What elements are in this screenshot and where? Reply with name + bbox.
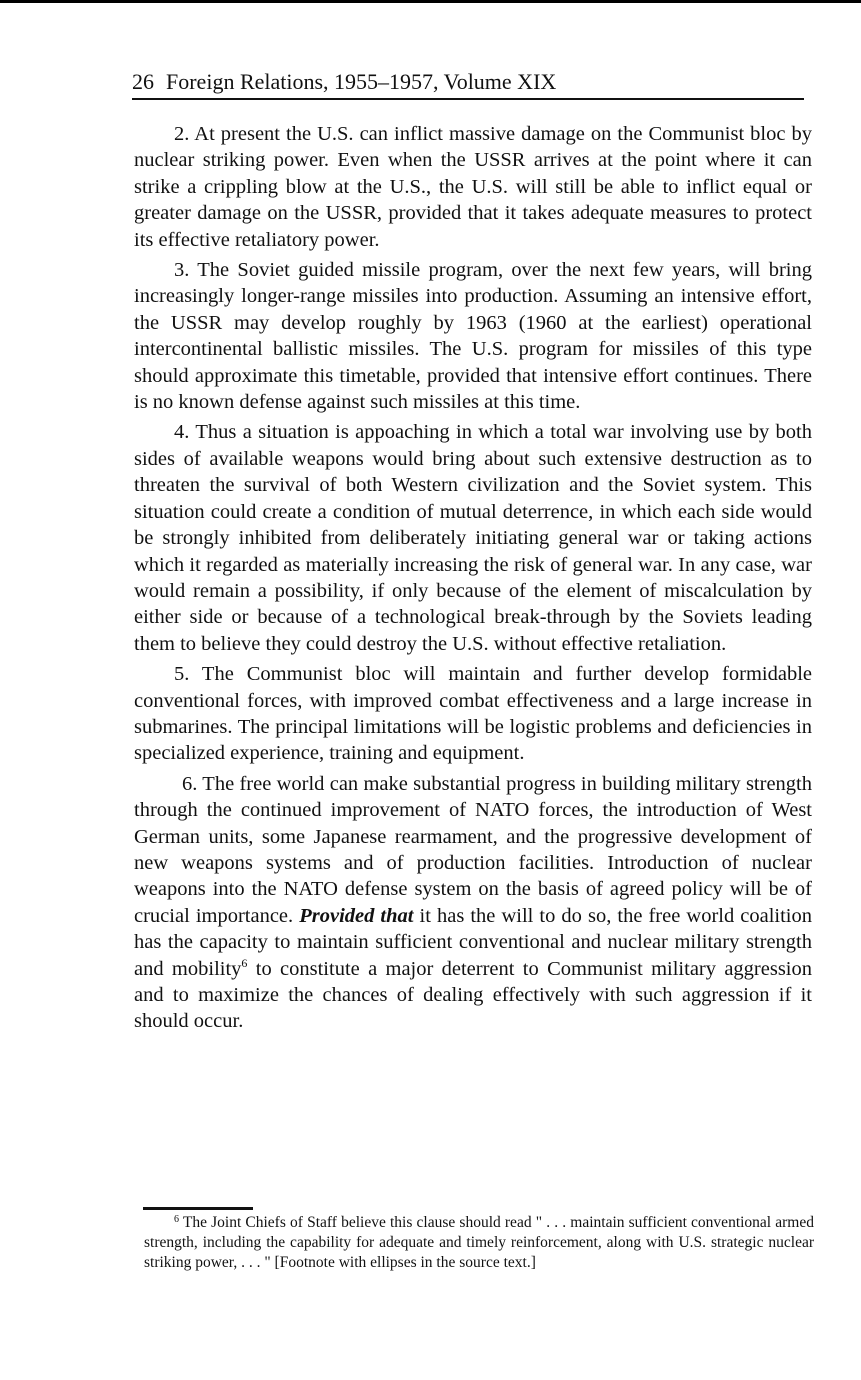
paragraph-6-part-1: 6. The free world can make substantial progress in building military strength through the continued improvement of NATO forces, the introduction of West German units, some Japanese rearmament, and the progressive development of new weapons systems and of production facilities. Introduction of nuclear weapons into the NATO defense system on the basis of agreed policy will be of crucial importance. — [134, 772, 812, 927]
page-number: 26 — [132, 69, 154, 94]
paragraph-5: 5. The Communist bloc will maintain and further develop formidable conventional forces, with improved combat effectiveness and a large increase in submarines. The principal limitations will be logistic problems and deficiencies in specialized experience, training and equipment. — [134, 663, 812, 765]
running-title: Foreign Relations, 1955–1957, Volume XIX — [166, 69, 557, 94]
paragraph-2: 2. At present the U.S. can inflict massive damage on the Communist bloc by nuclear striking power. Even when the USSR arrives at the point where it can strike a crippling blow at the U.S., the U.S. will still be able to inflict equal or greater damage on the USSR, provided that it takes adequate measures to protect its effective retaliatory power. — [134, 123, 812, 251]
page-top-border — [0, 0, 861, 3]
document-body — [134, 121, 812, 1039]
paragraph-6-part-2: it has the will to do so, the free world coalition has the capacity to maintain sufficient conventional and nuclear military strength and mobility — [134, 904, 812, 980]
paragraph-6-part-3: to constitute a major deterrent to Communist military aggression and to maximize the chances of dealing effectively with such aggression if it should occur. — [134, 957, 813, 1033]
footnote-6 — [144, 1213, 814, 1273]
footnote-marker: 6 — [174, 1214, 179, 1225]
paragraph-6 — [134, 771, 812, 1035]
footnote-separator — [143, 1207, 253, 1210]
paragraph-4: 4. Thus a situation is appoaching in which a total war involving use by both sides of available weapons would bring about such extensive destruction as to threaten the survival of both Western civilization and the Soviet system. This situation could create a condition of mutual deterrence, in which each side would be strongly inhibited from deliberately initiating general war or taking actions which it regarded as materially increasing the risk of general war. In any case, war would remain a possibility, if only because of the element of miscalculation by either side or because of a technological break-through by the Soviets leading them to believe they could destroy the U.S. without effective retaliation. — [134, 421, 812, 655]
footnote-reference-6[interactable]: 6 — [241, 955, 248, 970]
paragraph-3: 3. The Soviet guided missile program, over the next few years, will bring increasingly longer-range missiles into production. Assuming an intensive effort, the USSR may develop roughly by 1963 (1960 at the earliest) operational intercontinental ballistic missiles. The U.S. program for missiles of this type should approximate this timetable, provided that intensive effort continues. There is no known defense against such missiles at this time. — [134, 259, 812, 414]
paragraph-6-emphasis: Provided that — [299, 904, 414, 927]
running-header — [132, 68, 804, 100]
footnote-text: The Joint Chiefs of Staff believe this clause should read " . . . maintain sufficient conventional armed strength, including the capability for adequate and timely reinforcement, along with U.S. strategic nuclear striking power, . . . " [Footnote with ellipses in the source text.] — [144, 1214, 814, 1271]
